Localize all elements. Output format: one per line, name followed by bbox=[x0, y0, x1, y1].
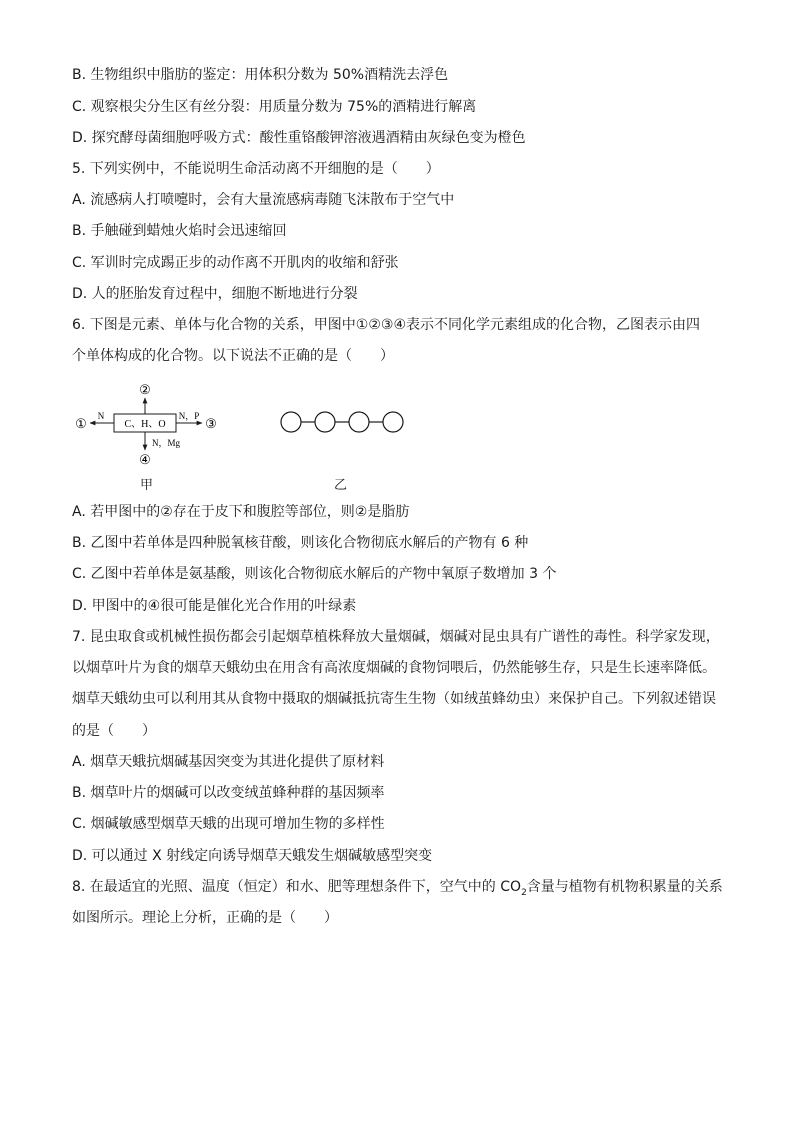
elements-box-label: C、H、O bbox=[124, 419, 166, 430]
figure-yi-caption: 乙 bbox=[334, 478, 348, 493]
question-6-option-c: C. 乙图中若单体是氨基酸，则该化合物彻底水解后的产物中氧原子数增加 3 个 bbox=[72, 566, 557, 582]
question-7-stem-line4: 的是（ ） bbox=[72, 723, 156, 739]
figure-yi-diagram bbox=[278, 408, 410, 436]
question-6-stem-line1: 6. 下图是元素、单体与化合物的关系，甲图中①②③④表示不同化学元素组成的化合物，乙图表示由四 bbox=[72, 317, 701, 333]
node-4: ④ bbox=[139, 452, 151, 467]
question-5-option-d: D. 人的胚胎发育过程中，细胞不断地进行分裂 bbox=[72, 286, 358, 302]
arrow-down-label: N，Mg bbox=[151, 438, 181, 448]
question-7-stem-line1: 7. 昆虫取食或机械性损伤都会引起烟草植株释放大量烟碱，烟碱对昆虫具有广谱性的毒性。科学家发现， bbox=[72, 629, 720, 645]
question-5-option-a: A. 流感病人打喷嚏时，会有大量流感病毒随飞沫散布于空气中 bbox=[72, 192, 455, 208]
question-5-option-c: C. 军训时完成踢正步的动作离不开肌肉的收缩和舒张 bbox=[72, 255, 399, 271]
question-6-stem-line2: 个单体构成的化合物。以下说法不正确的是（ ） bbox=[72, 348, 394, 364]
option-c-root-tip-mitosis: C. 观察根尖分生区有丝分裂：用质量分数为 75%的酒精进行解离 bbox=[72, 99, 477, 115]
node-2: ② bbox=[139, 382, 151, 397]
question-8-stem-line1: 8. 在最适宜的光照、温度（恒定）和水、肥等理想条件下，空气中的 $CO_2$含量与植物有机物积累量的关系 bbox=[72, 879, 723, 898]
question-5-option-b: B. 手触碰到蜡烛火焰时会迅速缩回 bbox=[72, 223, 287, 239]
question-6-option-a: A. 若甲图中的②存在于皮下和腹腔等部位，则②是脂肪 bbox=[72, 504, 410, 520]
question-5-stem: 5. 下列实例中，不能说明生命活动离不开细胞的是（ ） bbox=[72, 161, 440, 177]
question-8-stem-line2: 如图所示。理论上分析，正确的是（ ） bbox=[72, 910, 338, 926]
question-6-option-b: B. 乙图中若单体是四种脱氧核苷酸，则该化合物彻底水解后的产物有 6 种 bbox=[72, 535, 529, 551]
question-7-option-a: A. 烟草天蛾抗烟碱基因突变为其进化提供了原材料 bbox=[72, 754, 385, 770]
monomer-1 bbox=[281, 412, 301, 432]
figure-jia-caption: 甲 bbox=[140, 478, 154, 493]
monomer-4 bbox=[383, 412, 403, 432]
node-1: ① bbox=[75, 416, 87, 431]
figure-jia-diagram bbox=[70, 378, 230, 470]
monomer-3 bbox=[349, 412, 369, 432]
question-7-option-b: B. 烟草叶片的烟碱可以改变绒茧蜂种群的基因频率 bbox=[72, 785, 385, 801]
question-7-stem-line2: 以烟草叶片为食的烟草天蛾幼虫在用含有高浓度烟碱的食物饲喂后，仍然能够生存，只是生长速率降低。 bbox=[72, 660, 716, 676]
node-3: ③ bbox=[205, 416, 217, 431]
question-6-option-d: D. 甲图中的④很可能是催化光合作用的叶绿素 bbox=[72, 598, 357, 614]
option-d-yeast-respiration: D. 探究酵母菌细胞呼吸方式：酸性重铬酸钾溶液遇酒精由灰绿色变为橙色 bbox=[72, 130, 526, 146]
question-7-option-c: C. 烟碱敏感型烟草天蛾的出现可增加生物的多样性 bbox=[72, 816, 385, 832]
arrow-left-label: N bbox=[97, 411, 105, 421]
arrow-right-label: N，P bbox=[178, 411, 200, 421]
option-b-fat-identification: B. 生物组织中脂肪的鉴定：用体积分数为 50%酒精洗去浮色 bbox=[72, 67, 449, 83]
question-7-option-d: D. 可以通过 X 射线定向诱导烟草天蛾发生烟碱敏感型突变 bbox=[72, 848, 433, 864]
monomer-2 bbox=[315, 412, 335, 432]
question-7-stem-line3: 烟草天蛾幼虫可以利用其从食物中摄取的烟碱抵抗寄生生物（如绒茧蜂幼虫）来保护自己。下列叙述错误 bbox=[72, 691, 716, 707]
